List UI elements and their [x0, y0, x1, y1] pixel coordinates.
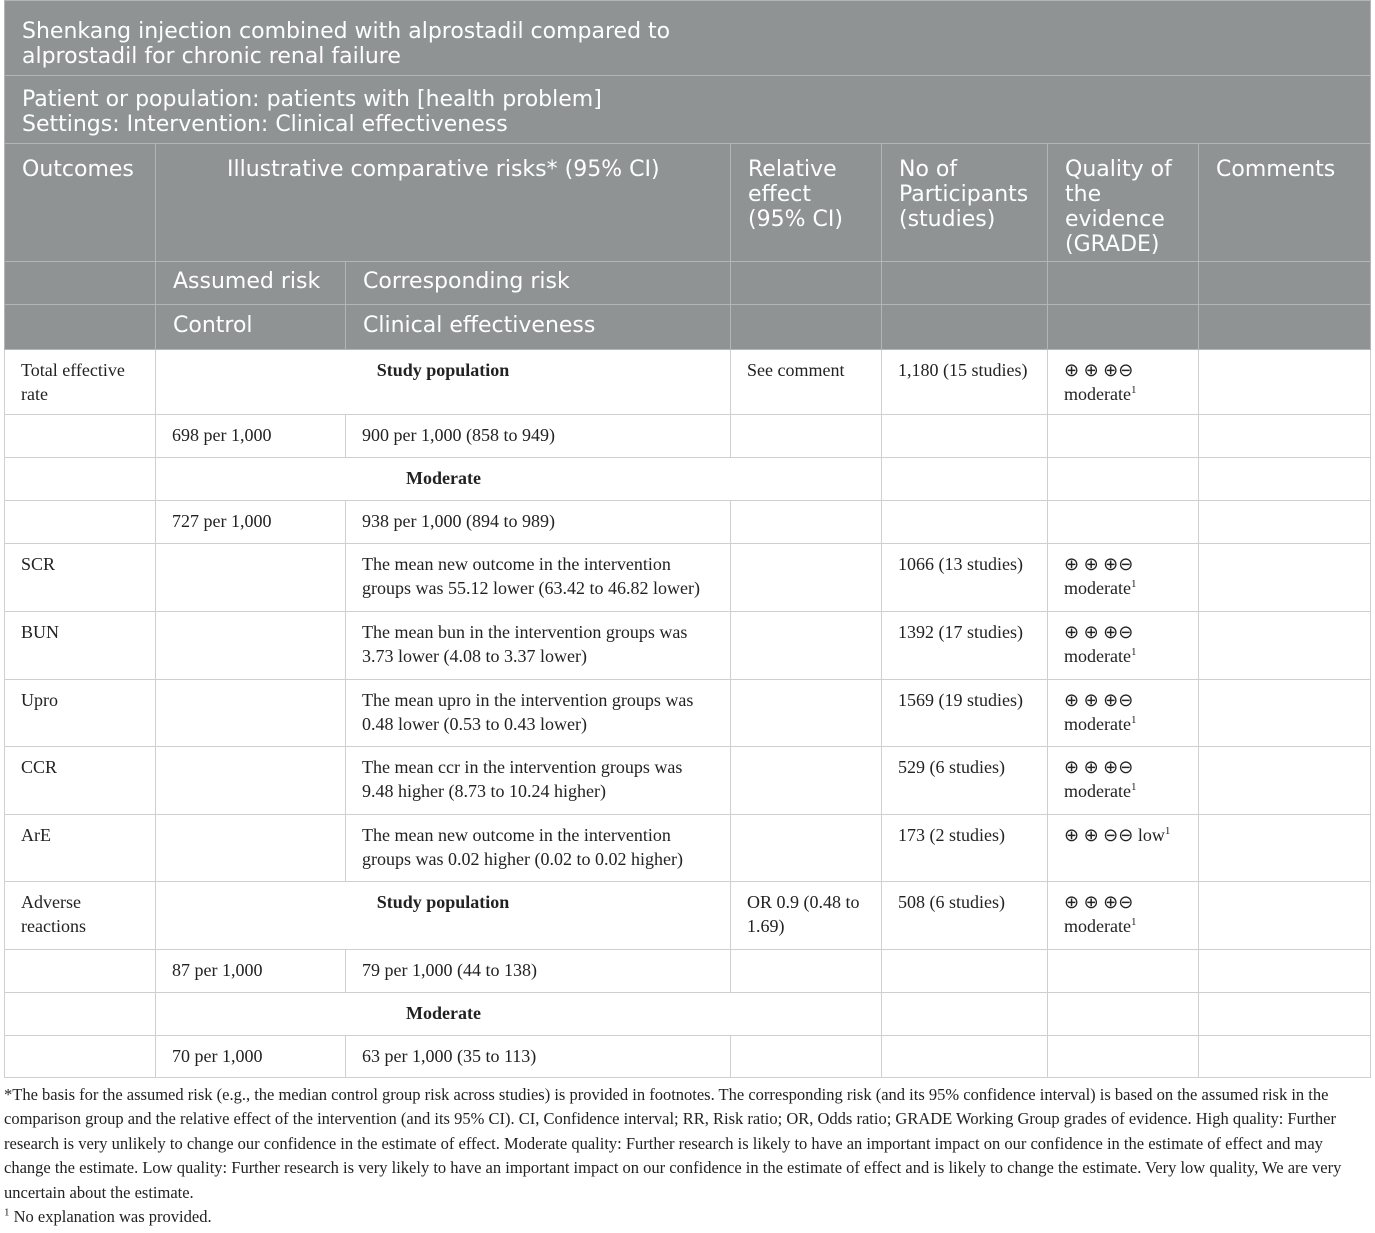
quality-cell: [1048, 680, 1199, 747]
footnote-ref: 1: [1130, 781, 1137, 793]
table-row: [5, 882, 1371, 950]
relative-effect-cell: OR 0.9 (0.48 to 1.69): [731, 882, 882, 950]
population-row: [5, 76, 1371, 144]
quality-symbols: ⊕ ⊕ ⊕⊖: [1064, 360, 1134, 380]
subheader-row: [5, 262, 1371, 305]
header-participants: No of Participants (studies): [882, 144, 1048, 262]
header-comments: Comments: [1199, 144, 1371, 262]
quality-cell: [1048, 544, 1199, 612]
subgroup-label: Moderate: [156, 993, 882, 1036]
corresponding-risk-cell: The mean ccr in the intervention groups was 9.48 higher (8.73 to 10.24 higher): [346, 747, 731, 815]
population-line: Patient or population: patients with [health problem]: [22, 87, 602, 112]
assumed-risk-cell: 727 per 1,000: [156, 501, 346, 544]
quality-text: low: [1137, 825, 1165, 845]
footnote-ref: 1: [1164, 825, 1171, 837]
comments-cell: [1199, 350, 1371, 415]
subgroup-label: Study population: [156, 882, 731, 950]
table-row: [5, 458, 1371, 501]
outcome-cell: Adverse reactions: [5, 882, 156, 950]
table-row: [5, 350, 1371, 415]
table-row: [5, 815, 1371, 882]
outcome-cell: ArE: [5, 815, 156, 882]
table-row: [5, 1036, 1371, 1078]
table-row: [5, 612, 1371, 680]
corresponding-risk-cell: 79 per 1,000 (44 to 138): [346, 950, 731, 993]
quality-cell: [1048, 815, 1199, 882]
settings-line: Settings: Intervention: Clinical effectiveness: [22, 112, 508, 137]
corresponding-risk-cell: The mean new outcome in the intervention groups was 55.12 lower (63.42 to 46.82 lower): [346, 544, 731, 612]
table-row: [5, 950, 1371, 993]
quality-symbols: ⊕ ⊕ ⊕⊖: [1064, 622, 1134, 642]
table-row: [5, 993, 1371, 1036]
quality-text: moderate: [1064, 916, 1131, 936]
table-row: [5, 747, 1371, 815]
corresponding-risk-cell: The mean bun in the intervention groups was 3.73 lower (4.08 to 3.37 lower): [346, 612, 731, 680]
quality-text: moderate: [1064, 714, 1131, 734]
table-title: Shenkang injection combined with alprostadil compared to alprostadil for chronic renal failure: [5, 1, 1371, 76]
quality-symbols: ⊕ ⊕ ⊕⊖: [1064, 690, 1134, 710]
corresponding-risk-cell: 63 per 1,000 (35 to 113): [346, 1036, 731, 1078]
participants-cell: 529 (6 studies): [882, 747, 1048, 815]
outcome-cell: Total effective rate: [5, 350, 156, 415]
header-corresponding-risk: Corresponding risk: [346, 262, 731, 305]
table-row: [5, 544, 1371, 612]
relative-effect-cell: See comment: [731, 350, 882, 415]
table-row: [5, 680, 1371, 747]
participants-cell: 1,180 (15 studies): [882, 350, 1048, 415]
participants-cell: 173 (2 studies): [882, 815, 1048, 882]
outcome-cell: SCR: [5, 544, 156, 612]
footnote-ref: 1: [1130, 714, 1137, 726]
quality-symbols: ⊕ ⊕ ⊖⊖: [1064, 825, 1134, 845]
subgroup-label: Study population: [156, 350, 731, 415]
header-comparative-risks: Illustrative comparative risks* (95% CI): [156, 144, 731, 262]
table-row: [5, 415, 1371, 458]
table-footnotes: [4, 1083, 1370, 1229]
participants-cell: 1066 (13 studies): [882, 544, 1048, 612]
quality-cell: [1048, 747, 1199, 815]
header-quality: Quality of the evidence (GRADE): [1048, 144, 1199, 262]
quality-symbols: ⊕ ⊕ ⊕⊖: [1064, 892, 1134, 912]
assumed-risk-cell: 70 per 1,000: [156, 1036, 346, 1078]
assumed-risk-cell: 698 per 1,000: [156, 415, 346, 458]
outcome-cell: BUN: [5, 612, 156, 680]
footnote-ref: 1: [1130, 916, 1137, 928]
table-row: [5, 501, 1371, 544]
quality-symbols: ⊕ ⊕ ⊕⊖: [1064, 554, 1134, 574]
participants-cell: 1569 (19 studies): [882, 680, 1048, 747]
participants-cell: 1392 (17 studies): [882, 612, 1048, 680]
header-outcomes: Outcomes: [5, 144, 156, 262]
quality-text: moderate: [1064, 384, 1131, 404]
column-header-row: [5, 144, 1371, 262]
quality-text: moderate: [1064, 646, 1131, 666]
subheader-row-2: [5, 305, 1371, 350]
corresponding-risk-cell: The mean upro in the intervention groups was 0.48 lower (0.53 to 0.43 lower): [346, 680, 731, 747]
footnote-1: [4, 1205, 1370, 1229]
header-relative-effect: Relative effect (95% CI): [731, 144, 882, 262]
assumed-risk-cell: 87 per 1,000: [156, 950, 346, 993]
header-clinical-effectiveness: Clinical effectiveness: [346, 305, 731, 350]
quality-symbols: ⊕ ⊕ ⊕⊖: [1064, 757, 1134, 777]
title-row: [5, 1, 1371, 76]
footnote-ref: 1: [1130, 646, 1137, 658]
corresponding-risk-cell: The mean new outcome in the intervention groups was 0.02 higher (0.02 to 0.02 higher): [346, 815, 731, 882]
footnote-marker: 1: [4, 1206, 10, 1219]
quality-cell: [1048, 350, 1199, 415]
corresponding-risk-cell: 900 per 1,000 (858 to 949): [346, 415, 731, 458]
header-control: Control: [156, 305, 346, 350]
quality-cell: [1048, 882, 1199, 950]
quality-cell: [1048, 612, 1199, 680]
summary-of-findings-table: [4, 0, 1371, 1078]
outcome-cell: CCR: [5, 747, 156, 815]
quality-text: moderate: [1064, 781, 1131, 801]
footnote-ref: 1: [1130, 384, 1137, 396]
footnote-ref: 1: [1130, 578, 1137, 590]
quality-text: moderate: [1064, 578, 1131, 598]
footnote-main: *The basis for the assumed risk (e.g., the median control group risk across studies) is provided in footnotes. The corresponding risk (and its 95% confidence interval) is based on the assumed risk in the comparison group and the relative effect of the intervention (and its 95% CI). CI, Confidence interval; RR, Risk ratio; OR, Odds ratio; GRADE Working Group grades of evidence. High quality: Further research is very unlikely to change our confidence in the estimate of effect. Moderate quality: Further research is likely to have an important impact on our confidence in the estimate of effect and may change the estimate. Low quality: Further research is very likely to have an important impact on our confidence in the estimate of effect and is likely to change the estimate. Very low quality, We are very uncertain about the estimate.: [4, 1085, 1342, 1202]
population-cell: [5, 76, 1371, 144]
corresponding-risk-cell: 938 per 1,000 (894 to 989): [346, 501, 731, 544]
footnote-1-text: No explanation was provided.: [9, 1207, 212, 1227]
header-assumed-risk: Assumed risk: [156, 262, 346, 305]
outcome-cell: Upro: [5, 680, 156, 747]
subgroup-label: Moderate: [156, 458, 882, 501]
participants-cell: 508 (6 studies): [882, 882, 1048, 950]
